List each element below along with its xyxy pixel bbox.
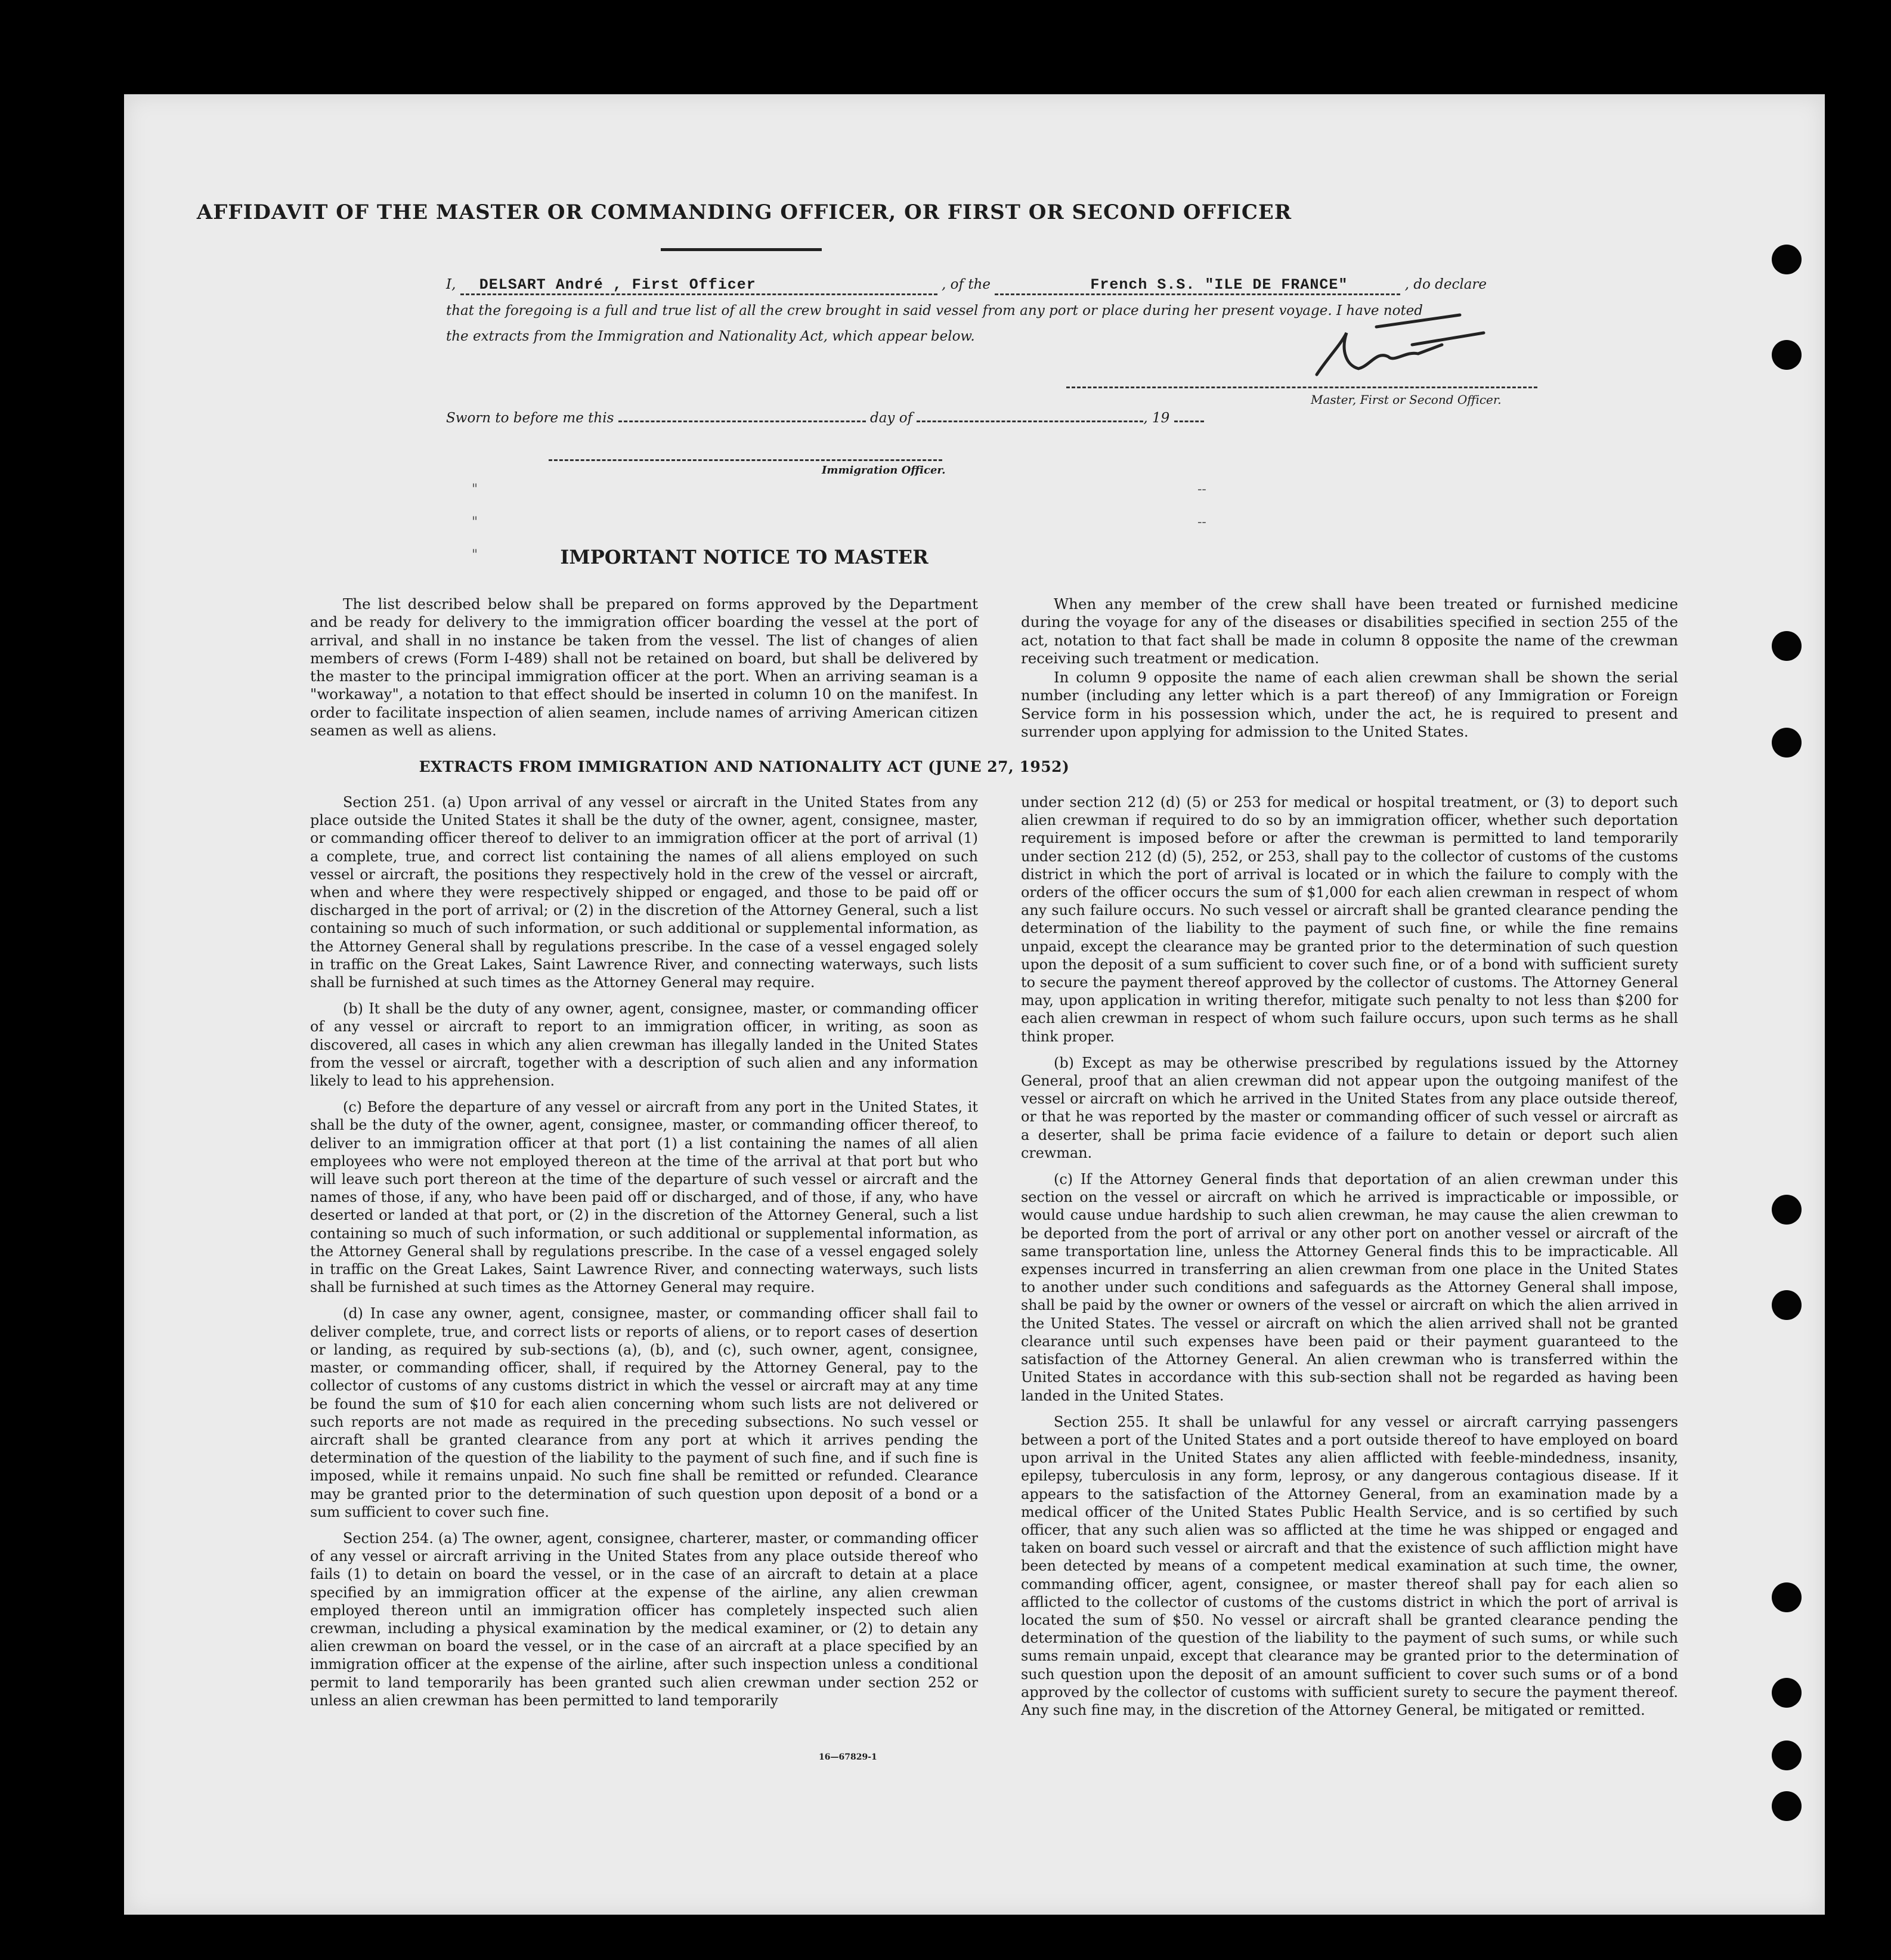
- vessel-name: French S.S. "ILE DE FRANCE": [1090, 276, 1348, 293]
- extract-paragraph: (b) It shall be the duty of any owner, agent, consignee, master, or commanding officer of any vessel or aircraft to report to an immigration officer, in writing, as soon as discovered, all cases in which any alien crewman has illegally landed in the United States from the vessel or aircraft, together with a description of such alien and any information likely to lead to his apprehension.: [310, 1000, 978, 1090]
- notice-paragraph: In column 9 opposite the name of each alien crewman shall be shown the serial number (including any letter which is a part thereof) of any Immigration or Foreign Service form in his possession which, under the act, he is required to present and surrender upon applying for admission to the United States.: [1021, 669, 1678, 741]
- bleed-mark: ": [472, 548, 478, 562]
- extracts-title: EXTRACTS FROM IMMIGRATION AND NATIONALITY ACT (JUNE 27, 1952): [419, 758, 1070, 775]
- extract-paragraph: (c) Before the departure of any vessel or aircraft from any port in the United States, it shall be the duty of the owner, agent, consignee, master, or commanding officer thereof, to deliver to an immigration officer at that port (1) a list containing the names of all alien employees who were not employed thereon at the time of the arrival at that port but who will leave such port thereon at the time of the departure of such vessel or aircraft and the names of those, if any, who have been paid off or discharged, and of those, if any, who have deserted or landed at that port, or (2) in the discretion of the Attorney General, such a list containing so much of such information, or such additional or supplemental information, as the Attorney General shall by regulations prescribe. In the case of a vessel engaged solely in traffic on the Great Lakes, Saint Lawrence River, and connecting waterways, such lists shall be furnished at such times as the Attorney General may require.: [310, 1099, 978, 1296]
- year-label: , 19: [1143, 410, 1170, 426]
- notice-left-column: [310, 595, 978, 748]
- extract-paragraph: under section 212 (d) (5) or 253 for medical or hospital treatment, or (3) to deport such alien crewman if required to do so by an immigration officer, whether such deportation requirement is imposed before or after the crewman is permitted to land temporarily under section 212 (d) (5), 252, or 253, shall pay to the collector of customs of the customs district in which the port of arrival is located or in which the failure to comply with the orders of the officer occurs the sum of $1,000 for each alien crewman in respect of whom any such failure occurs. No such vessel or aircraft shall be granted clearance pending the determination of the liability to the payment of such fine, or while the fine remains unpaid, except the clearance may be granted prior to the determination of such question upon the deposit of a sum sufficient to cover such fine, or of a bond with sufficient surety to secure the payment thereof approved by the collector of customs. The Attorney General may, upon application in writing therefor, mitigate such penalty to not less than $200 for each alien crewman in respect of whom such failure occurs, upon such terms as he shall think proper.: [1021, 794, 1678, 1045]
- sworn-month-field: [917, 421, 1143, 422]
- punch-hole: [1772, 728, 1802, 758]
- notice-paragraph: When any member of the crew shall have been treated or furnished medicine during the voyage for any of the diseases or disabilities specified in section 255 of the act, notation to that fact shall be made in column 8 opposite the name of the crewman receiving such treatment or medication.: [1021, 595, 1678, 667]
- punch-hole: [1772, 1582, 1802, 1612]
- punch-hole: [1772, 1290, 1802, 1320]
- officer-name: DELSART André , First Officer: [479, 276, 756, 293]
- immigration-officer-caption: Immigration Officer.: [822, 464, 946, 477]
- extract-paragraph: Section 254. (a) The owner, agent, consignee, charterer, master, or commanding officer of any vessel or aircraft arriving in the United States from any place outside thereof who fails (1) to detain on board the vessel, or in the case of an aircraft to detain at a place specified by an immigration officer at the expense of the airline, any alien crewman employed thereon until an immigration officer has completely inspected such alien crewman, including a physical examination by the medical examiner, or (2) to detain any alien crewman on board the vessel, or in the case of an aircraft at a place specified by an immigration officer at the expense of the airline, after such inspection unless a conditional permit to land temporarily has been granted such alien crewman under section 252 or unless an alien crewman has been permitted to land temporarily: [310, 1529, 978, 1709]
- notice-paragraph: The list described below shall be prepared on forms approved by the Department and be ready for delivery to the immigration officer boarding the vessel at the port of arrival, and shall in no instance be taken from the vessel. The list of changes of alien members of crews (Form I-489) shall not be retained on board, but shall be delivered by the master to the principal immigration officer at the port. When an arriving seaman is a "workaway", a notation to that effect should be inserted in column 10 on the manifest. In order to facilitate inspection of alien seamen, include names of arriving American citizen seamen as well as aliens.: [310, 595, 978, 740]
- extract-paragraph: Section 251. (a) Upon arrival of any vessel or aircraft in the United States from any place outside the United States it shall be the duty of the owner, agent, consignee, master, or commanding officer thereof to deliver to an immigration officer at the port of arrival (1) a complete, true, and correct list containing the names of all aliens employed on such vessel or aircraft, the positions they respectively hold in the crew of the vessel or aircraft, when and where they were respectively shipped or engaged, and those to be paid off or discharged in the port of arrival; or (2) in the discretion of the Attorney General, such a list containing so much of such information, or such additional or supplemental information, as the Attorney General shall by regulations prescribe. In the case of a vessel engaged solely in traffic on the Great Lakes, Saint Lawrence River, and connecting waterways, such lists shall be furnished at such times as the Attorney General may require.: [310, 794, 978, 991]
- punch-hole: [1772, 1791, 1802, 1821]
- declaration-line-1: [446, 276, 1675, 295]
- sworn-day-field: [618, 421, 866, 422]
- extract-paragraph: Section 255. It shall be unlawful for any vessel or aircraft carrying passengers between a port of the United States and a port outside thereof to have employed on board upon arrival in the United States any alien afflicted with feeble-mindedness, insanity, epilepsy, tuberculosis in any form, leprosy, or any dangerous contagious disease. If it appears to the satisfaction of the Attorney General, from an examination made by a medical officer of the United States Public Health Service, and is so certified by such officer, that any such alien was so afflicted at the time he was shipped or engaged and taken on board such vessel or aircraft and that the existence of such affliction might have been detected by means of a competent medical examination at such time, the owner, commanding officer, agent, consignee, or master thereof shall pay for each alien so afflicted to the collector of customs of the customs district in which the port of arrival is located the sum of $50. No vessel or aircraft shall be granted clearance pending the determination of the question of the liability to the payment of such sums, or while such sums remain unpaid, except that clearance may be granted prior to the determination of such question upon the deposit of an amount sufficient to cover such sums or of a bond approved by the collector of customs with sufficient surety to secure the payment thereof. Any such fine may, in the discretion of the Attorney General, be mitigated or remitted.: [1021, 1413, 1678, 1718]
- bleed-mark: --: [1197, 515, 1206, 530]
- of-the-label: , of the: [942, 277, 991, 292]
- sworn-line: [446, 410, 1675, 426]
- signature-line: [1066, 387, 1537, 388]
- document-page: [124, 94, 1825, 1915]
- punch-hole: [1772, 1740, 1802, 1770]
- pre-name: I,: [446, 277, 456, 292]
- notice-right-column: [1021, 595, 1678, 749]
- extracts-right-column: [1021, 793, 1678, 1727]
- day-of-label: day of: [870, 410, 913, 426]
- bleed-mark: --: [1197, 482, 1206, 497]
- title-rule: [661, 248, 822, 251]
- officer-name-field: [460, 276, 937, 295]
- vessel-field: [995, 276, 1400, 295]
- year-field: [1174, 421, 1204, 422]
- punch-hole: [1772, 1678, 1802, 1708]
- declaration-line-2: that the foregoing is a full and true list of all the crew brought in said vessel from any port or place during her present voyage. I have noted: [446, 303, 1423, 319]
- extract-paragraph: (b) Except as may be otherwise prescribed by regulations issued by the Attorney General, proof that an alien crewman did not appear upon the outgoing manifest of the vessel or aircraft on which he arrived in the United States from any place outside thereof, or that he was reported by the master or commanding officer of such vessel or aircraft as a deserter, shall be prima facie evidence of a failure to detain or deport such alien crewman.: [1021, 1054, 1678, 1161]
- do-declare-label: , do declare: [1404, 277, 1487, 292]
- punch-hole: [1772, 1195, 1802, 1225]
- punch-hole: [1772, 340, 1802, 370]
- affidavit-title: AFFIDAVIT OF THE MASTER OR COMMANDING OFFICER, OR FIRST OR SECOND OFFICER: [196, 200, 1292, 224]
- handwritten-signature: [1305, 309, 1496, 392]
- bleed-mark: ": [472, 482, 478, 497]
- sworn-label: Sworn to before me this: [446, 410, 614, 426]
- declaration-line-3: the extracts from the Immigration and Nationality Act, which appear below.: [446, 329, 975, 344]
- punch-hole: [1772, 245, 1802, 274]
- bleed-mark: ": [472, 515, 478, 530]
- notice-title: IMPORTANT NOTICE TO MASTER: [560, 546, 929, 568]
- extract-paragraph: (c) If the Attorney General finds that deportation of an alien crewman under this section on the vessel or aircraft on which he arrived is impracticable or impossible, or would cause undue hardship to such alien crewman, he may cause the alien crewman to be deported from the port of arrival or any other port on another vessel or aircraft of the same transportation line, unless the Attorney General finds this to be impracticable. All expenses incurred in transferring an alien crewman from one place in the United States to another under such conditions and safeguards as the Attorney General shall impose, shall be paid by the owner or owners of the vessel or aircraft on which the alien arrived in the United States. The vessel or aircraft on which the alien arrived shall not be granted clearance until such expenses have been paid or their payment guaranteed to the satisfaction of the Attorney General. An alien crewman who is transferred within the United States in accordance with this sub-section shall not be regarded as having been landed in the United States.: [1021, 1171, 1678, 1404]
- signature-caption: Master, First or Second Officer.: [1311, 392, 1502, 407]
- form-number: 16—67829-1: [819, 1752, 877, 1762]
- immigration-officer-line: [549, 459, 942, 461]
- extract-paragraph: (d) In case any owner, agent, consignee, master, or commanding officer shall fail to deliver complete, true, and correct lists or reports of aliens, or to report cases of desertion or landing, as required by sub-sections (a), (b), and (c), such owner, agent, consignee, master, or commanding officer, shall, if required by the Attorney General, pay to the collector of customs of any customs district in which the vessel or aircraft may at any time be found the sum of $10 for each alien concerning whom such lists are not delivered or such reports are not made as required in the preceding subsections. No such vessel or aircraft shall be granted clearance from any port at which it arrives pending the determination of the question of the liability to the payment of such fine, and if such fine is imposed, while it remains unpaid. No such fine shall be remitted or refunded. Clearance may be granted prior to the determination of such question upon deposit of a bond or a sum sufficient to cover such fine.: [310, 1305, 978, 1520]
- punch-hole: [1772, 631, 1802, 661]
- extracts-left-column: [310, 793, 978, 1718]
